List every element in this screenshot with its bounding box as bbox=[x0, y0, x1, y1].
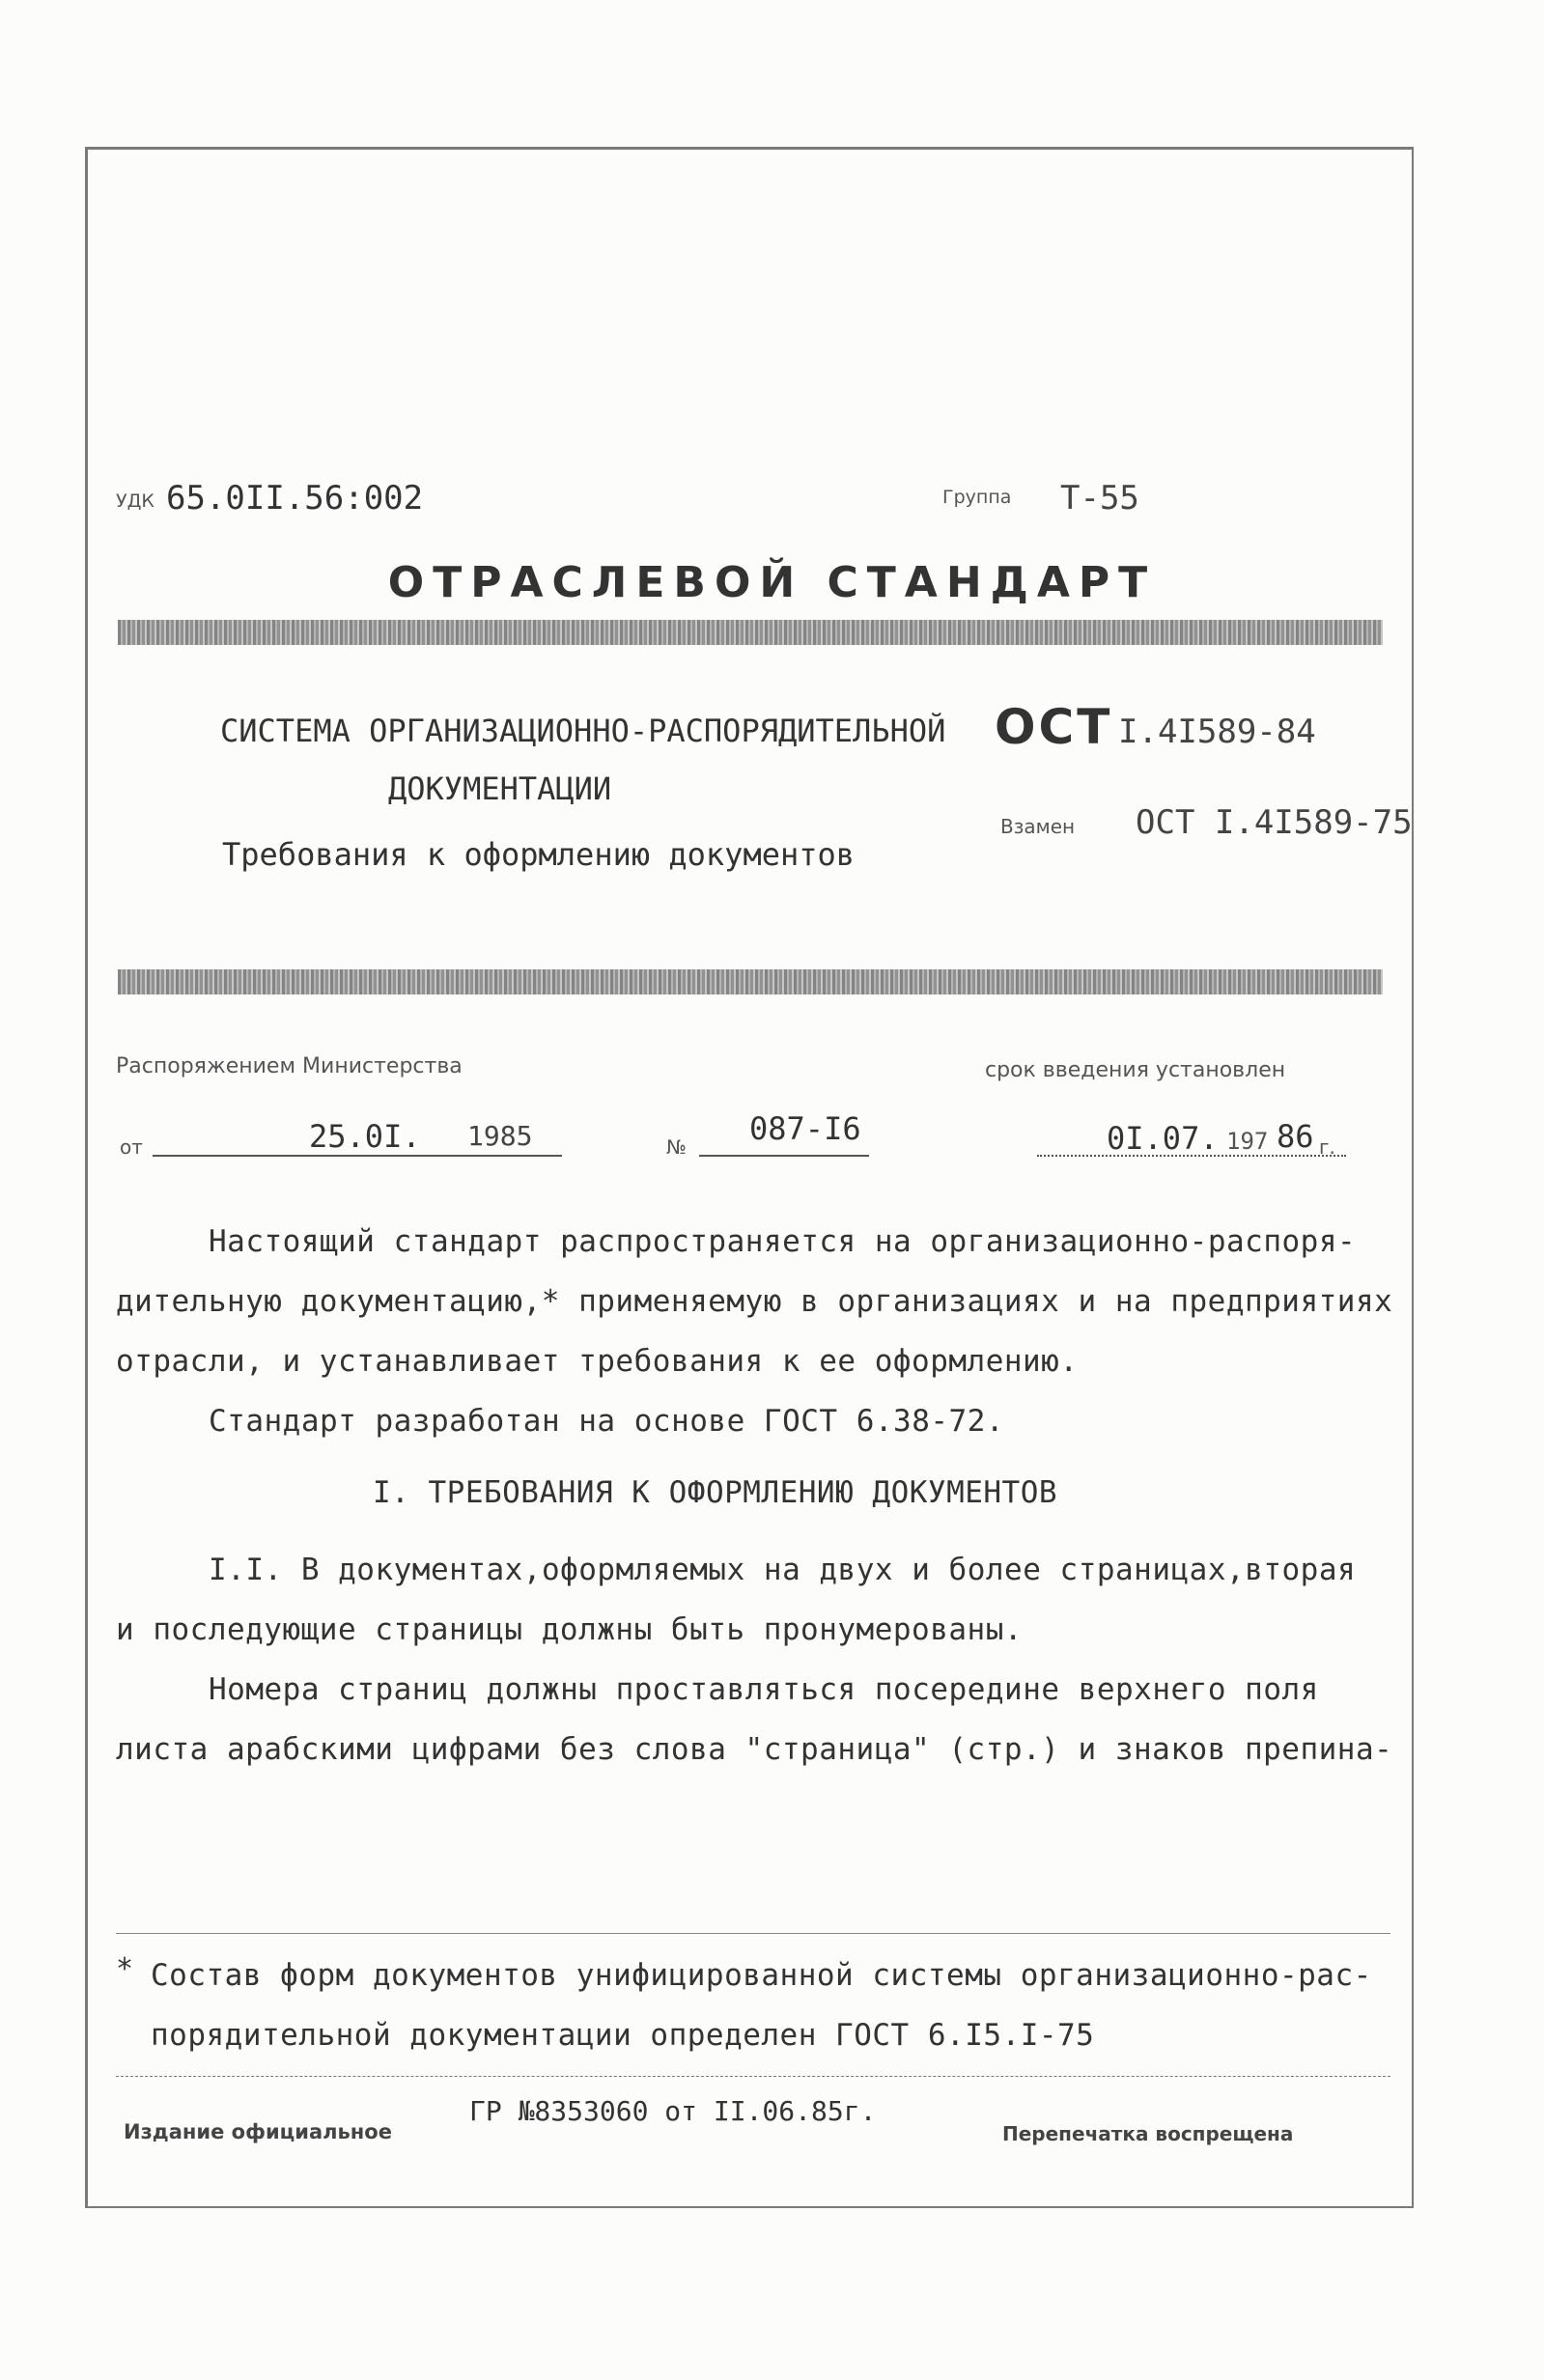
udk-label: УДК bbox=[116, 490, 154, 512]
replaces-label: Взамен bbox=[1000, 815, 1076, 838]
order-left-label: Распоряжением Министерства bbox=[116, 1054, 463, 1078]
title-line-2: ДОКУМЕНТАЦИИ bbox=[388, 770, 612, 807]
para1-line3: отрасли, и устанавливает требования к ее оформлению. bbox=[116, 1344, 1079, 1379]
order-date: 25.0I. bbox=[309, 1118, 421, 1155]
effective-year-suffix: 86 bbox=[1277, 1118, 1314, 1155]
para3-line1: Номера страниц должны проставляться посередине верхнего поля bbox=[209, 1672, 1319, 1707]
order-number: 087-I6 bbox=[749, 1110, 861, 1147]
top-rule-band bbox=[118, 620, 1383, 645]
footer-separator bbox=[116, 2076, 1390, 2077]
clause-line1: I.I. В документах,оформляемых на двух и более страницах,вторая bbox=[209, 1553, 1357, 1587]
group-label: Группа bbox=[942, 487, 1012, 508]
banner-title: ОТРАСЛЕВОЙ СТАНДАРТ bbox=[387, 558, 1157, 607]
year-abbr: г. bbox=[1319, 1135, 1335, 1159]
udk-value: 65.0II.56:002 bbox=[166, 479, 424, 518]
replaces-value: ОСТ I.4I589-75 bbox=[1136, 803, 1413, 842]
effective-date: 0I.07. bbox=[1107, 1120, 1219, 1157]
para1-line2: дительную документацию,* применяемую в организациях и на предприятиях bbox=[116, 1284, 1393, 1319]
ost-label: ОСТ bbox=[995, 699, 1113, 755]
number-underline bbox=[699, 1155, 869, 1157]
footnote-marker: * bbox=[116, 1952, 134, 1986]
para2: Стандарт разработан на основе ГОСТ 6.38-72. bbox=[209, 1404, 1005, 1439]
footer-left: Издание официальное bbox=[124, 2120, 392, 2143]
page-frame bbox=[85, 147, 1414, 2208]
group-value: Т-55 bbox=[1060, 479, 1139, 518]
ost-number: I.4I589-84 bbox=[1118, 713, 1316, 751]
para1-line1: Настоящий стандарт распространяется на организационно-распоря- bbox=[209, 1224, 1357, 1259]
footer-center: ГР №8353060 от II.06.85г. bbox=[469, 2095, 877, 2127]
footnote-line2: порядительной документации определен ГОСТ 6.I5.I-75 bbox=[151, 2018, 1095, 2053]
clause-line2: и последующие страницы должны быть пронумерованы. bbox=[116, 1612, 1024, 1647]
footnote-separator bbox=[116, 1933, 1390, 1934]
title-line-1: СИСТЕМА ОРГАНИЗАЦИОННО-РАСПОРЯДИТЕЛЬНОЙ bbox=[220, 713, 946, 749]
footnote-line1: Состав форм документов унифицированной системы организационно-рас- bbox=[151, 1958, 1372, 1993]
order-right-label: срок введения установлен bbox=[985, 1058, 1286, 1082]
number-label: № bbox=[666, 1135, 687, 1159]
date-underline bbox=[153, 1155, 562, 1157]
section-heading: I. ТРЕБОВАНИЯ К ОФОРМЛЕНИЮ ДОКУМЕНТОВ bbox=[373, 1475, 1058, 1510]
para3-line2: листа арабскими цифрами без слова "страница" (стр.) и знаков препина- bbox=[116, 1732, 1393, 1767]
effective-year-prefix: 197 bbox=[1226, 1128, 1269, 1155]
subtitle: Требования к оформлению документов bbox=[222, 836, 856, 873]
order-year: 1985 bbox=[467, 1120, 533, 1152]
bottom-rule-band bbox=[118, 969, 1383, 994]
footer-right: Перепечатка воспрещена bbox=[1002, 2122, 1294, 2145]
from-label: от bbox=[120, 1135, 143, 1159]
